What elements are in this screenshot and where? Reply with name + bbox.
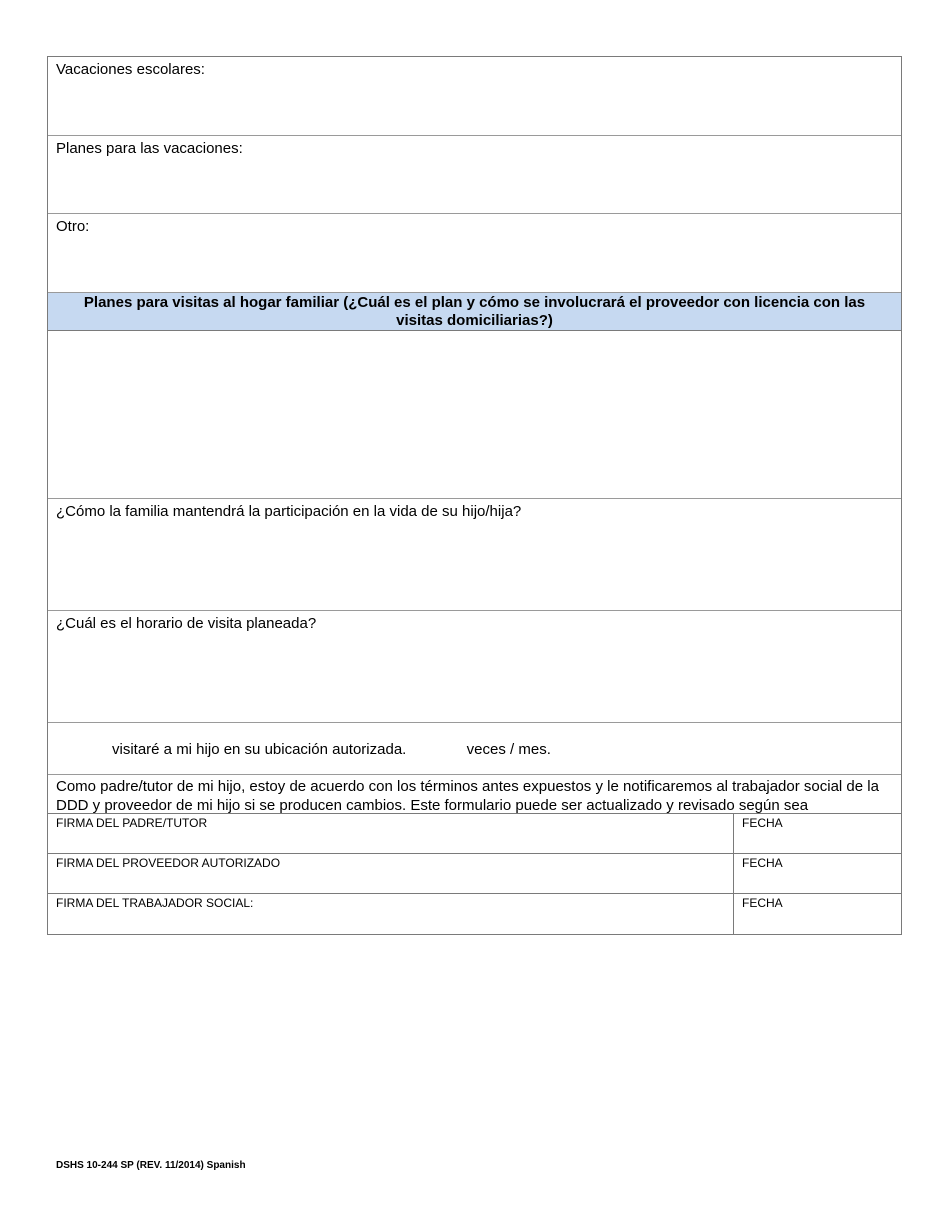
provider-date-field[interactable] bbox=[734, 854, 901, 893]
school-vacations-field[interactable] bbox=[48, 57, 901, 136]
provider-signature-field[interactable] bbox=[48, 854, 734, 893]
signature-row bbox=[48, 854, 901, 894]
home-visits-header: Planes para visitas al hogar familiar (¿Cuál es el plan y cómo se involucrará el proveedor con licencia con las visitas domiciliarias?) bbox=[48, 293, 901, 331]
parent-date-field[interactable] bbox=[734, 814, 901, 853]
visit-frequency-row bbox=[48, 723, 901, 775]
visitation-form bbox=[47, 56, 902, 935]
form-footer: DSHS 10-244 SP (REV. 11/2014) Spanish bbox=[56, 1160, 246, 1171]
other-field[interactable] bbox=[48, 214, 901, 293]
family-participation-label: ¿Cómo la familia mantendrá la participación en la vida de su hijo/hija? bbox=[56, 503, 522, 520]
family-participation-field[interactable] bbox=[48, 499, 901, 611]
agreement-text: Como padre/tutor de mi hijo, estoy de acuerdo con los términos antes expuestos y le notificaremos al trabajador social de la DDD y proveedor de mi hijo si se producen cambios. Este formulario puede ser actualizado y revisado según sea bbox=[48, 775, 901, 814]
parent-signature-label: FIRMA DEL PADRE/TUTOR bbox=[56, 816, 208, 830]
visit-statement-text: visitaré a mi hijo en su ubicación autorizada. bbox=[112, 741, 407, 758]
visit-schedule-label: ¿Cuál es el horario de visita planeada? bbox=[56, 615, 317, 632]
school-vacations-label: Vacaciones escolares: bbox=[56, 61, 205, 78]
home-visits-field[interactable] bbox=[48, 331, 901, 499]
signature-row bbox=[48, 814, 901, 854]
other-label: Otro: bbox=[56, 218, 90, 235]
date-label: FECHA bbox=[742, 856, 783, 870]
signature-row bbox=[48, 894, 901, 934]
vacation-plans-field[interactable] bbox=[48, 136, 901, 214]
social-worker-signature-field[interactable] bbox=[48, 894, 734, 934]
date-label: FECHA bbox=[742, 816, 783, 830]
social-worker-date-field[interactable] bbox=[734, 894, 901, 934]
parent-signature-field[interactable] bbox=[48, 814, 734, 853]
provider-signature-label: FIRMA DEL PROVEEDOR AUTORIZADO bbox=[56, 856, 281, 870]
date-label: FECHA bbox=[742, 896, 783, 910]
visits-per-month-label: veces / mes. bbox=[466, 741, 551, 758]
visit-schedule-field[interactable] bbox=[48, 611, 901, 723]
social-worker-signature-label: FIRMA DEL TRABAJADOR SOCIAL: bbox=[56, 896, 254, 910]
vacation-plans-label: Planes para las vacaciones: bbox=[56, 140, 243, 157]
